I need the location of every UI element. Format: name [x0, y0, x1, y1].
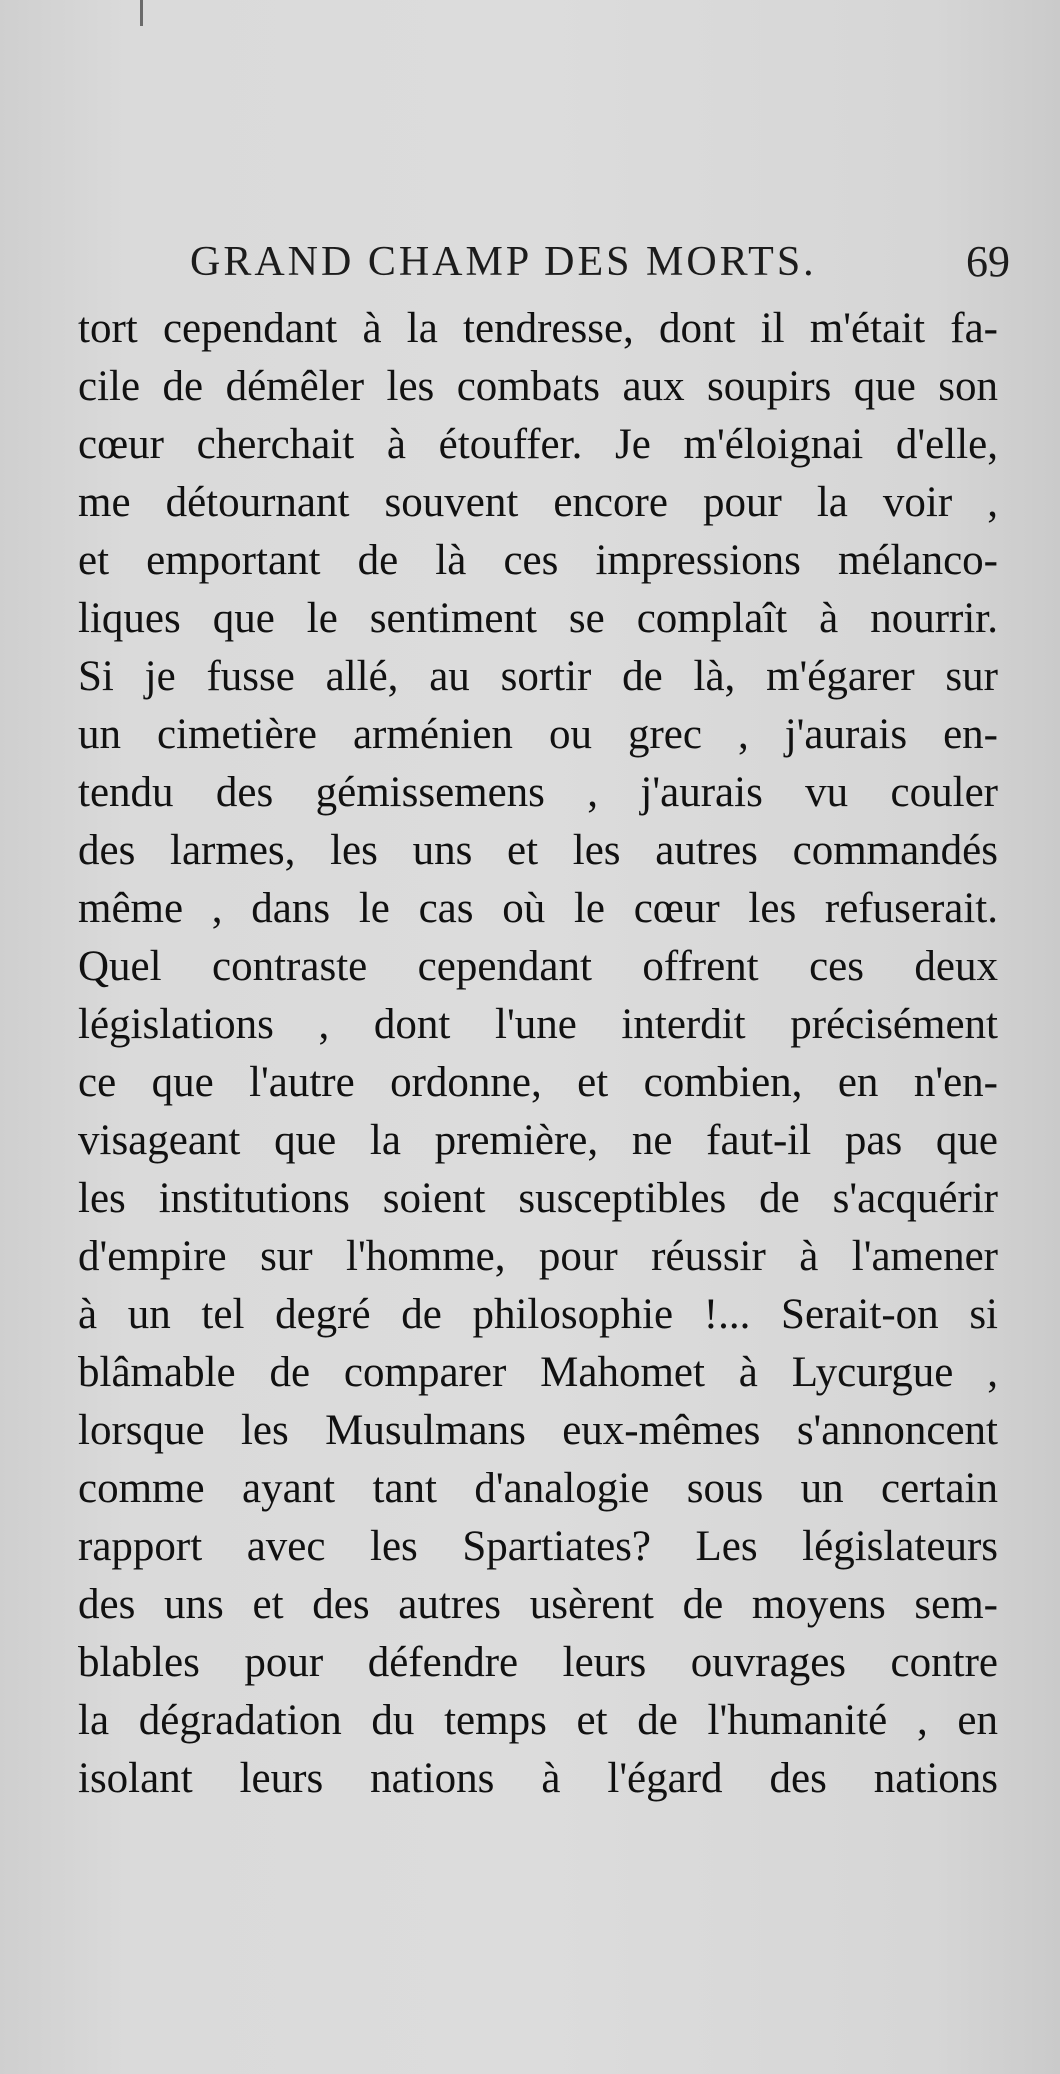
text-line: blâmable de comparer Mahomet à Lycurgue , [78, 1349, 998, 1396]
body-text [78, 300, 998, 1808]
text-line: les institutions soient susceptibles de s'acquérir [78, 1175, 998, 1222]
page-number: 69 [966, 237, 1010, 286]
text-line: législations , dont l'une interdit précisément [78, 1001, 998, 1048]
text-line: lorsque les Musulmans eux-mêmes s'annoncent [78, 1407, 998, 1454]
text-line: liques que le sentiment se complaît à nourrir. [78, 595, 998, 642]
text-line: la dégradation du temps et de l'humanité , en [78, 1697, 998, 1744]
text-line: me détournant souvent encore pour la voir , [78, 479, 998, 526]
running-head [190, 232, 1020, 292]
text-line: isolant leurs nations à l'égard des nations [78, 1755, 998, 1802]
text-line: ce que l'autre ordonne, et combien, en n'en- [78, 1059, 998, 1106]
text-line: un cimetière arménien ou grec , j'aurais en- [78, 711, 998, 758]
text-line: des larmes, les uns et les autres commandés [78, 827, 998, 874]
text-line: Si je fusse allé, au sortir de là, m'égarer sur [78, 653, 998, 700]
running-title: GRAND CHAMP DES MORTS. [190, 239, 817, 285]
text-line: blables pour défendre leurs ouvrages contre [78, 1639, 998, 1686]
text-line: Quel contraste cependant offrent ces deux [78, 943, 998, 990]
text-line: d'empire sur l'homme, pour réussir à l'amener [78, 1233, 998, 1280]
text-line: cile de démêler les combats aux soupirs que son [78, 363, 998, 410]
text-line: cœur cherchait à étouffer. Je m'éloignai d'elle, [78, 421, 998, 468]
text-line: tort cependant à la tendresse, dont il m'était fa- [78, 305, 998, 352]
text-line: comme ayant tant d'analogie sous un certain [78, 1465, 998, 1512]
text-line: des uns et des autres usèrent de moyens sem- [78, 1581, 998, 1628]
text-line: rapport avec les Spartiates? Les législateurs [78, 1523, 998, 1570]
text-line: à un tel degré de philosophie !... Serait-on si [78, 1291, 998, 1338]
text-line: et emportant de là ces impressions mélanco- [78, 537, 998, 584]
page-edge-mark [140, 0, 143, 26]
text-line: visageant que la première, ne faut-il pas que [78, 1117, 998, 1164]
text-line: tendu des gémissemens , j'aurais vu couler [78, 769, 998, 816]
text-line: même , dans le cas où le cœur les refuserait. [78, 885, 998, 932]
